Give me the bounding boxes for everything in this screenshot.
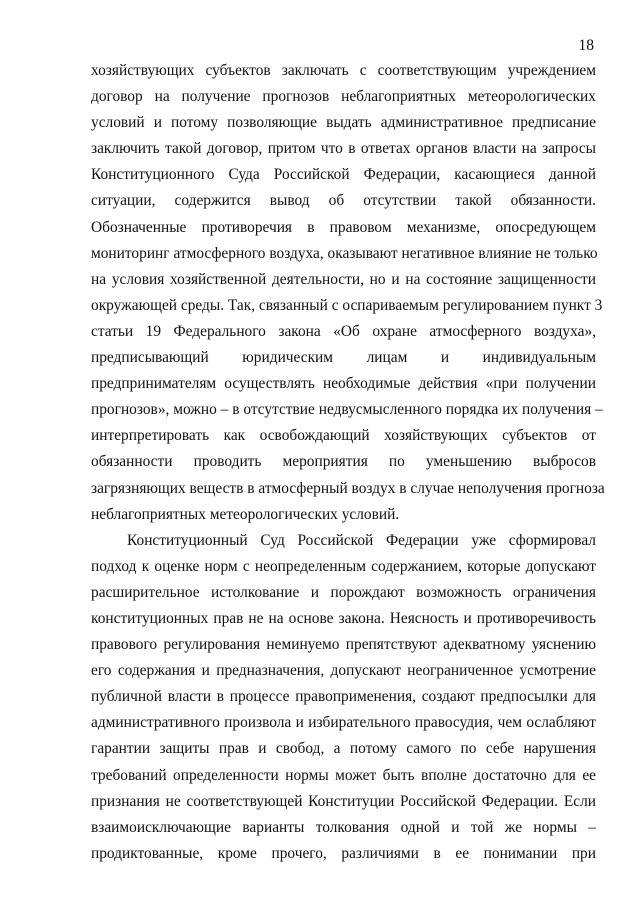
text-line: его содержания и предназначения, допускают неограниченное усмотрение	[91, 662, 596, 680]
text-line: публичной власти в процессе правоприменения, создают предпосылки для	[91, 688, 596, 706]
text-line: Обозначенные противоречия в правовом механизме, опосредующем	[91, 218, 596, 236]
text-line: признания не соответствующей Конституции Российской Федерации. Если	[91, 792, 596, 810]
text-line: Конституционный Суд Российской Федерации уже сформировал	[127, 531, 596, 549]
text-line: на условия хозяйственной деятельности, но и на состояние защищенности	[91, 270, 596, 288]
text-line: ситуации, содержится вывод об отсутствии такой обязанности.	[91, 192, 596, 210]
text-line: договор на получение прогнозов неблагоприятных метеорологических	[91, 88, 596, 106]
text-line: продиктованные, кроме прочего, различиями в ее понимании при	[91, 844, 596, 862]
text-line: окружающей среды. Так, связанный с оспариваемым регулированием пункт 3	[91, 296, 603, 314]
text-line: Конституционного Суда Российской Федерации, касающиеся данной	[91, 166, 596, 184]
text-line: условий и потому позволяющие выдать административное предписание	[91, 114, 596, 132]
text-line: конституционных прав не на основе закона. Неясность и противоречивость	[91, 609, 596, 627]
text-line: обязанности проводить мероприятия по уменьшению выбросов	[91, 453, 596, 471]
text-line: правового регулирования неминуемо препятствуют адекватному уяснению	[91, 636, 596, 654]
text-line: административного произвола и избирательного правосудия, чем ослабляют	[91, 714, 596, 732]
text-line: интерпретировать как освобождающий хозяйствующих субъектов от	[91, 427, 596, 445]
text-line: расширительное истолкование и порождают возможность ограничения	[91, 583, 596, 601]
text-line: требований определенности нормы может быть вполне достаточно для ее	[91, 766, 596, 784]
text-line: заключить такой договор, притом что в ответах органов власти на запросы	[91, 140, 596, 158]
text-line: предпринимателям осуществлять необходимые действия «при получении	[91, 375, 596, 393]
text-line: статьи 19 Федерального закона «Об охране атмосферного воздуха»,	[91, 322, 596, 340]
text-line: неблагоприятных метеорологических условий.	[91, 505, 400, 523]
page-number: 18	[578, 37, 594, 54]
text-line: подход к оценке норм с неопределенным содержанием, которые допускают	[91, 557, 596, 575]
text-line: прогнозов», можно – в отсутствие недвусмысленного порядка их получения –	[91, 401, 603, 419]
text-line: хозяйствующих субъектов заключать с соответствующим учреждением	[91, 62, 596, 79]
text-line: предписывающий юридическим лицам и индивидуальным	[91, 349, 596, 367]
text-line: загрязняющих веществ в атмосферный воздух в случае неполучения прогноза	[91, 479, 605, 497]
body-text	[91, 58, 605, 867]
text-line: взаимоисключающие варианты толкования одной и той же нормы –	[91, 818, 596, 836]
text-line: мониторинг атмосферного воздуха, оказывают негативное влияние не только	[91, 244, 598, 262]
text-line: гарантии защиты прав и свобод, а потому самого по себе нарушения	[91, 740, 596, 758]
